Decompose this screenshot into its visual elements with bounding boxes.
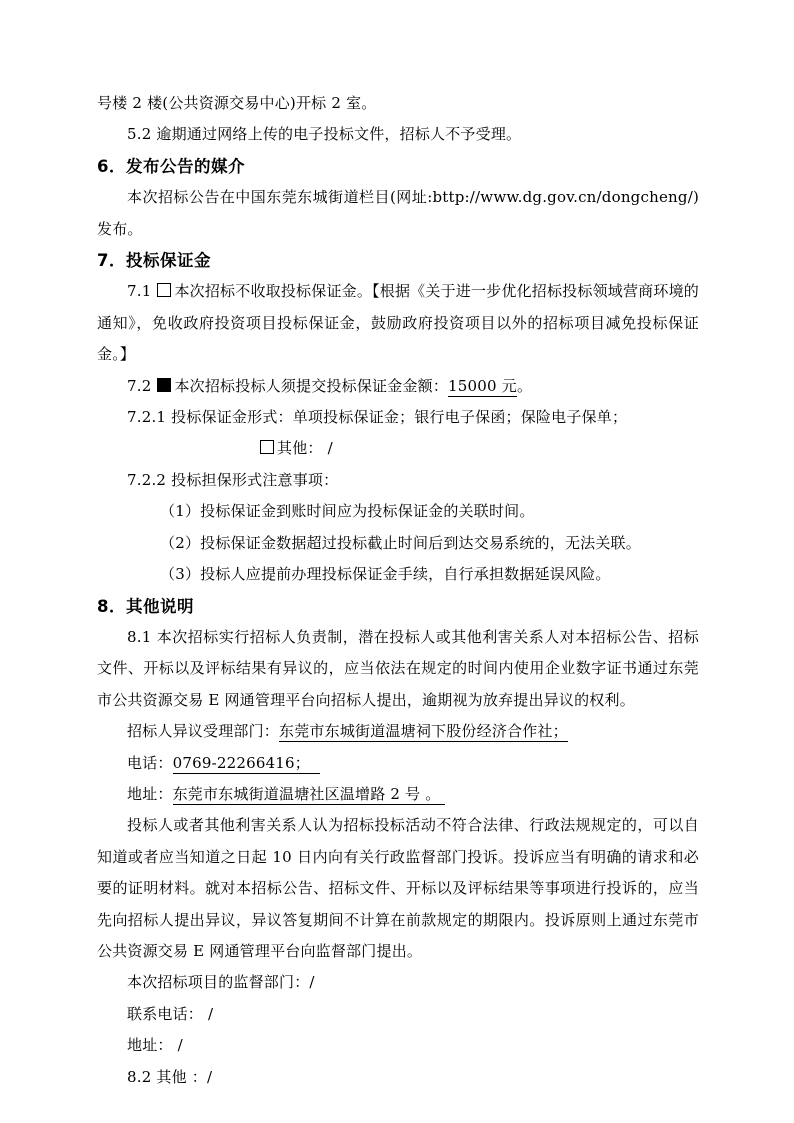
text-run: 7．投标保证金 [97, 251, 211, 271]
text-run: 8.1 本次招标实行招标人负责制，潜在投标人或其他利害关系人对本招标公告、招标文件、开标以及评标结果有异议的，应当依法在规定的时间内使用企业数字证书通过东莞市公共资源交易 E 网通管理平台向招标人提出，逾期视为放弃提出异议的权利。 [97, 627, 699, 709]
text-run: （3）投标人应提前办理投标保证金手续，自行承担数据延误风险。 [160, 565, 611, 584]
complaint-paragraph [97, 810, 699, 967]
supervision-address-line [97, 1030, 699, 1061]
section-8-heading [97, 591, 699, 622]
section-6-heading [97, 151, 699, 182]
clause-5-2 [97, 119, 699, 150]
clause-7-2-2-item-2 [97, 528, 699, 559]
clause-8-1 [97, 622, 699, 716]
checkbox-empty-icon [157, 283, 171, 297]
section-7-heading [97, 245, 699, 276]
text-run: 联系电话： / [127, 1004, 214, 1023]
text-run: 本次招标投标人须提交投标保证金金额： [174, 376, 449, 395]
text-run: 东莞市东城街道温塘祠下股份经济合作社； [279, 722, 568, 741]
text-run: 东莞市东城街道温塘社区温增路 2 号 。 [172, 784, 446, 803]
document-body [97, 88, 699, 1093]
clause-8-2 [97, 1062, 699, 1093]
text-run: 8.2 其他 ：/ [127, 1067, 213, 1086]
clause-7-1 [97, 276, 699, 370]
text-run: 7.2.1 投标保证金形式：单项投标保证金；银行电子保函；保险电子保单； [127, 408, 628, 427]
text-run: 电话： [127, 753, 173, 772]
text-run: 投标人或者其他利害关系人认为招标投标活动不符合法律、行政法规规定的，可以自知道或者应当知道之日起 10 日内向有关行政监督部门投诉。投诉应当有明确的请求和必要的证明材料。就对本招标公告、招标文件、开标以及评标结果等事项进行投诉的，应当先向招标人提出异议，异议答复期间不计算在前款规定的期限内。投诉原则上通过东莞市公共资源交易 E 网通管理平台向监督部门提出。 [97, 816, 699, 960]
text-run: 招标人异议受理部门： [127, 722, 280, 741]
objection-department-line [97, 716, 699, 747]
clause-6-body [97, 182, 699, 245]
clause-7-2 [97, 371, 699, 402]
text-run: 7.1 [127, 282, 157, 301]
text-run: 7.2 [127, 376, 157, 395]
continuation-line [97, 88, 699, 119]
text-run: 8．其他说明 [97, 596, 194, 616]
checkbox-empty-icon [260, 440, 274, 454]
text-run: 15000 元 [448, 376, 517, 395]
checkbox-filled-icon [157, 378, 171, 392]
clause-7-2-1 [97, 402, 699, 433]
clause-7-2-2-item-3 [97, 559, 699, 590]
clause-7-2-2-item-1 [97, 496, 699, 527]
text-run: 7.2.2 投标担保形式注意事项： [127, 470, 339, 489]
text-run: 其他： / [277, 439, 333, 458]
text-run: 6．发布公告的媒介 [97, 156, 245, 176]
text-run: 0769-22266416； [172, 753, 320, 772]
text-run: （2）投标保证金数据超过投标截止时间后到达交易系统的，无法关联。 [160, 533, 641, 552]
text-run: 本次招标项目的监督部门：/ [127, 973, 315, 992]
text-run: 地址： / [127, 1036, 183, 1055]
text-run: 。 [516, 376, 533, 395]
text-run: 号楼 2 楼(公共资源交易中心)开标 2 室。 [97, 94, 377, 112]
text-run: 本次招标公告在中国东莞东城街道栏目(网址:bttp://www.dg.gov.cn/dongcheng/)发布。 [97, 188, 699, 238]
supervision-phone-line [97, 999, 699, 1030]
text-run: 本次招标不收取投标保证金。【根据《关于进一步优化招标投标领域营商环境的通知》，免收政府投资项目投标保证金，鼓励政府投资项目以外的招标项目减免投标保证金。】 [97, 282, 699, 364]
supervision-department-line [97, 967, 699, 998]
clause-7-2-2 [97, 465, 699, 496]
objection-phone-line [97, 748, 699, 779]
text-run: （1）投标保证金到账时间应为投标保证金的关联时间。 [160, 502, 535, 521]
objection-address-line [97, 779, 699, 810]
text-run: 地址： [127, 784, 173, 803]
text-run: 5.2 逾期通过网络上传的电子投标文件，招标人不予受理。 [127, 125, 522, 144]
clause-7-2-1-other [97, 433, 699, 464]
